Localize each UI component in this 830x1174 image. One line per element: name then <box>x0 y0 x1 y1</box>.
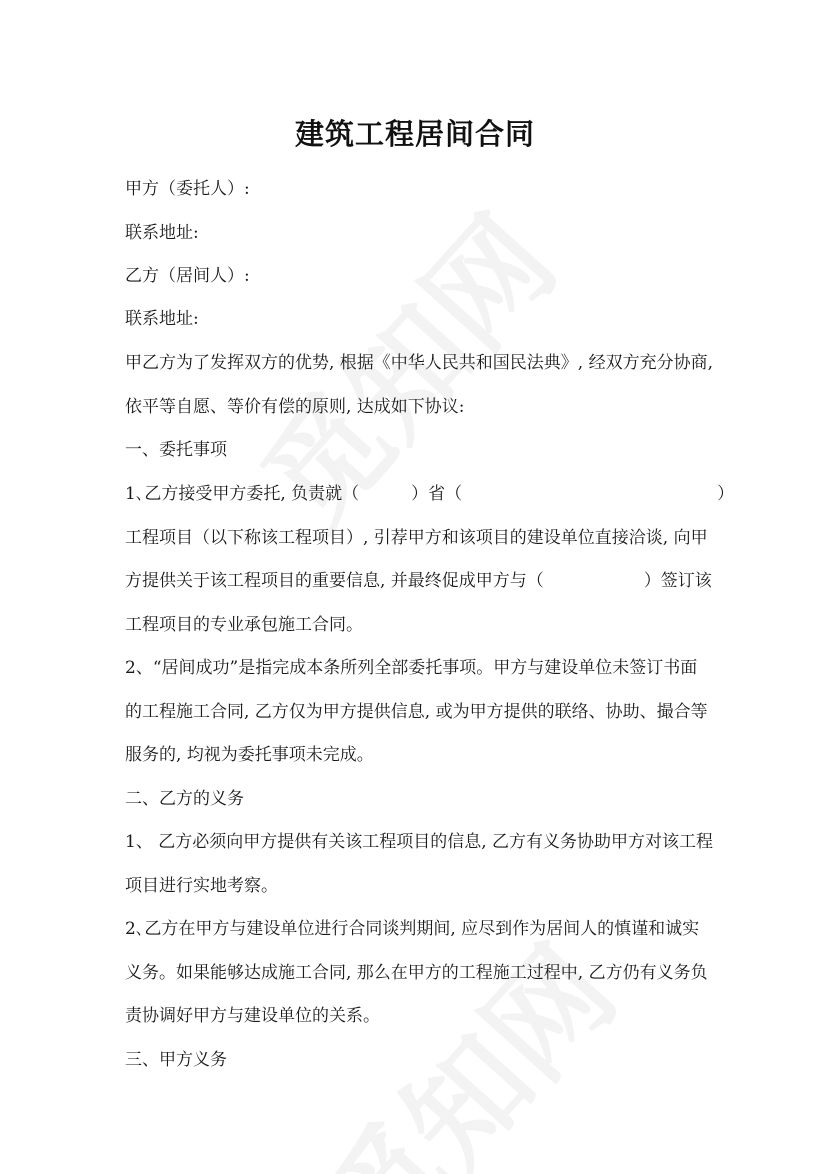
contract-title: 建筑工程居间合同 <box>294 117 535 151</box>
section-3-heading: 三、甲方义务 <box>125 1050 227 1070</box>
preamble-line-2: 依平等自愿、等价有偿的原则, 达成如下协议: <box>125 397 465 417</box>
clause-2-line-3: 服务的, 均视为委托事项未完成。 <box>125 745 374 765</box>
party-b-line: 乙方（居间人）: <box>125 266 250 286</box>
clause-1-3-part-b: ）签订该 <box>643 571 712 591</box>
clause-1-part-b: ）省（ <box>411 484 463 504</box>
address-line-1: 联系地址: <box>125 223 199 243</box>
watermark-text-bottom <box>298 923 642 1174</box>
clause-1-line-4: 工程项目的专业承包施工合同。 <box>125 615 363 635</box>
clause-1-part-a: 1､乙方接受甲方委托, 负责就（ <box>125 484 360 504</box>
party-a-line: 甲方（委托人）: <box>125 179 250 199</box>
duty-2-line-3: 责协调好甲方与建设单位的关系。 <box>125 1006 380 1026</box>
section-1-heading: 一、委托事项 <box>125 440 227 460</box>
address-line-2: 联系地址: <box>125 309 199 329</box>
duty-1-line-2: 项目进行实地考察。 <box>125 876 278 896</box>
clause-1-line-3 <box>125 570 712 592</box>
duty-1-line-1: 1、 乙方必须向甲方提供有关该工程项目的信息, 乙方有义务协助甲方对该工程 <box>125 832 714 852</box>
clause-2-line-2: 的工程施工合同, 乙方仅为甲方提供信息, 或为甲方提供的联络、协助、撮合等 <box>125 702 708 722</box>
preamble-line-1: 甲乙方为了发挥双方的优势, 根据《中华人民共和国民法典》, 经双方充分协商, <box>125 353 714 373</box>
clause-1-line-1 <box>125 483 734 505</box>
clause-1-3-part-a: 方提供关于该工程项目的重要信息, 并最终促成甲方与（ <box>125 571 544 591</box>
duty-2-line-2: 义务。如果能够达成施工合同, 那么在甲方的工程施工过程中, 乙方仍有义务负 <box>125 963 708 983</box>
clause-1-line-2: 工程项目（以下称该工程项目）, 引荐甲方和该项目的建设单位直接洽谈, 向甲 <box>125 528 708 548</box>
section-2-heading: 二、乙方的义务 <box>125 789 244 809</box>
clause-1-part-c: ） <box>717 484 735 504</box>
clause-2-line-1: 2、“居间成功”是指完成本条所列全部委托事项。甲方与建设单位未签订书面 <box>125 658 698 678</box>
duty-2-line-1: 2､乙方在甲方与建设单位进行合同谈判期间, 应尽到作为居间人的慎谨和诚实 <box>125 919 700 939</box>
